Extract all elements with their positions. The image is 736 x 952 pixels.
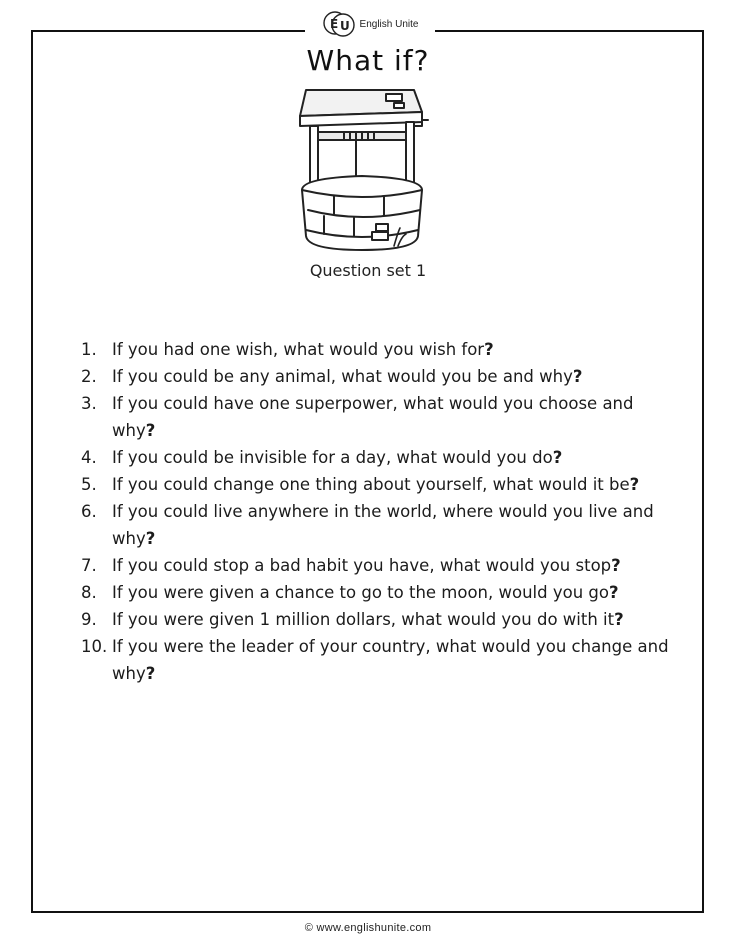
question-number: 3. <box>81 394 97 413</box>
question-number: 8. <box>81 583 97 602</box>
question-item <box>81 390 681 444</box>
question-mark: ? <box>609 583 619 602</box>
question-text: If you could live anywhere in the world, where would you live and why? <box>112 502 654 548</box>
question-number: 7. <box>81 556 97 575</box>
question-item <box>81 363 681 390</box>
question-item <box>81 606 681 633</box>
page-title: What if? <box>306 44 430 77</box>
question-mark: ? <box>145 664 156 683</box>
question-item <box>81 336 681 363</box>
question-mark: ? <box>145 421 156 440</box>
question-item <box>81 633 681 687</box>
question-text: If you were given a chance to go to the moon, would you go? <box>112 583 619 602</box>
brand-header <box>305 8 435 40</box>
question-number: 6. <box>81 502 97 521</box>
question-text: If you were the leader of your country, what would you change and why? <box>112 637 669 683</box>
question-text: If you had one wish, what would you wish for? <box>112 340 494 359</box>
question-number: 2. <box>81 367 97 386</box>
question-number: 10. <box>81 637 108 656</box>
question-mark: ? <box>611 556 621 575</box>
question-text: If you could stop a bad habit you have, what would you stop? <box>112 556 621 575</box>
brand-name: English Unite <box>359 18 419 30</box>
question-mark: ? <box>572 367 583 386</box>
question-mark: ? <box>552 448 563 467</box>
question-item <box>81 471 681 498</box>
question-item <box>81 498 681 552</box>
question-mark: ? <box>145 529 156 548</box>
question-text: If you could have one superpower, what would you choose and why? <box>112 394 634 440</box>
svg-text:U: U <box>339 19 350 33</box>
question-text: If you were given 1 million dollars, what would you do with it? <box>112 610 624 629</box>
question-number: 9. <box>81 610 97 629</box>
copyright-footer: © www.englishunite.com <box>304 922 432 934</box>
question-mark: ? <box>629 475 640 494</box>
question-item <box>81 579 681 606</box>
svg-text:E: E <box>329 17 338 31</box>
question-text: If you could be any animal, what would you be and why? <box>112 367 583 386</box>
question-mark: ? <box>484 340 494 359</box>
question-number: 4. <box>81 448 97 467</box>
wishing-well-icon <box>294 86 438 256</box>
question-mark: ? <box>614 610 624 629</box>
question-item <box>81 552 681 579</box>
question-text: If you could change one thing about yourself, what would it be? <box>112 475 640 494</box>
question-text: If you could be invisible for a day, what would you do? <box>112 448 563 467</box>
question-list <box>81 336 681 687</box>
question-set-label: Question set 1 <box>309 261 427 280</box>
question-number: 5. <box>81 475 97 494</box>
question-item <box>81 444 681 471</box>
eu-logo-icon <box>322 9 356 39</box>
question-number: 1. <box>81 340 97 359</box>
